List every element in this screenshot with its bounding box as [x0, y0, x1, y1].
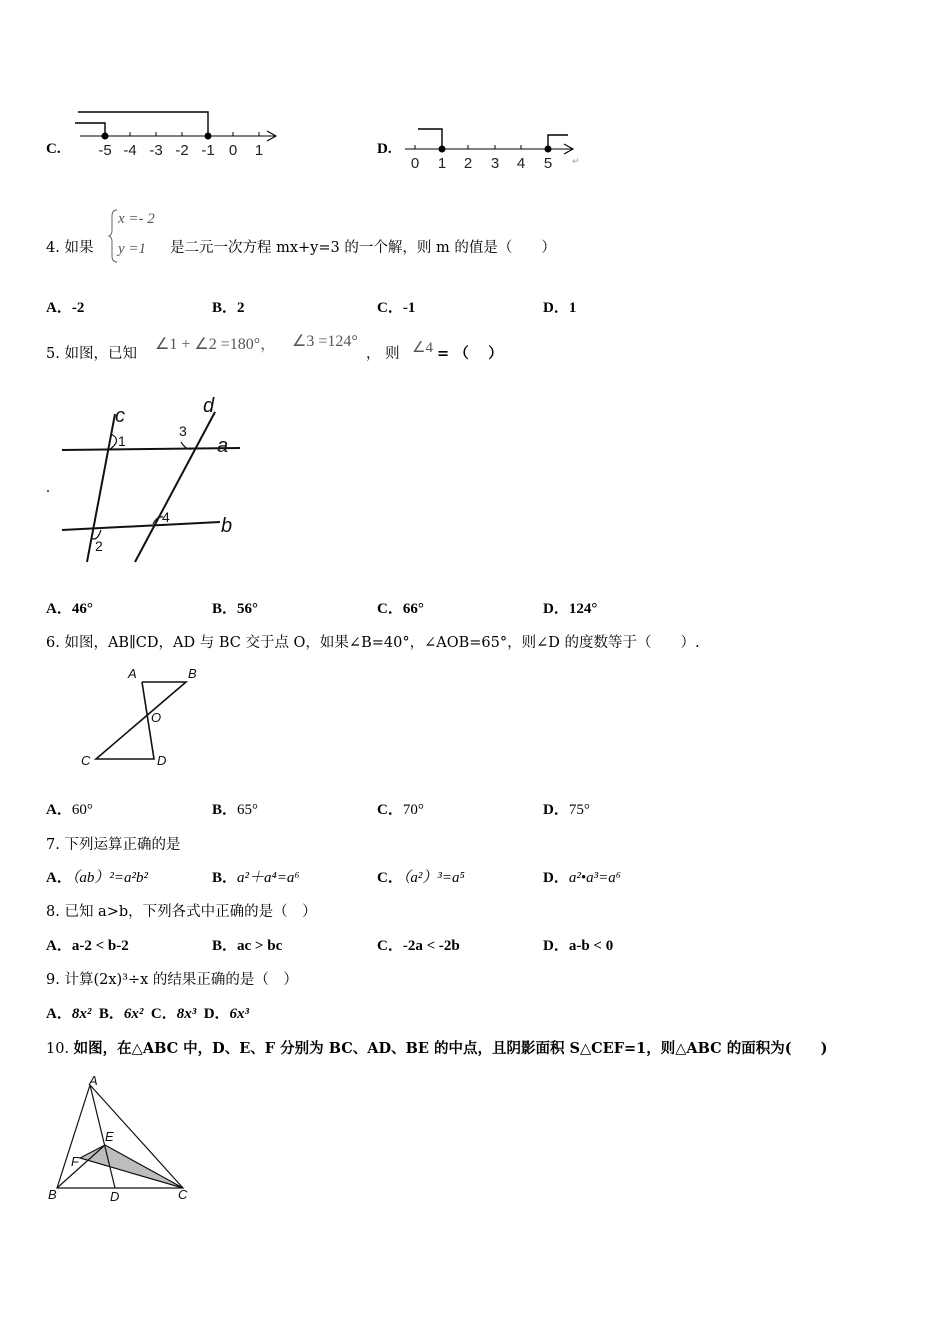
option-text: ac > bc	[237, 938, 283, 954]
q8-option-a[interactable]	[46, 934, 129, 955]
tick-label: -1	[201, 142, 215, 159]
option-label: A．	[46, 1006, 72, 1022]
question-text: 如果	[64, 240, 94, 256]
option-label: C．	[377, 870, 403, 886]
option-label: C．	[377, 938, 403, 954]
tick-label: 5	[543, 155, 553, 172]
label-angle-1: 1	[118, 433, 126, 449]
option-text: -1	[402, 300, 416, 316]
option-text: 56°	[237, 601, 259, 617]
q9-option-c[interactable]	[151, 1006, 196, 1022]
option-text: 1	[568, 300, 577, 316]
option-text: 70°	[402, 802, 424, 818]
option-label: C．	[377, 300, 403, 316]
q3-option-d-number-line	[400, 118, 585, 172]
angle-4-symbol: ∠4	[412, 340, 433, 356]
option-text: 8x²	[71, 1006, 92, 1022]
tick-label: -2	[175, 142, 189, 159]
tick-label: 0	[410, 155, 420, 172]
q6-option-a[interactable]	[46, 798, 93, 819]
tick-label: 3	[490, 155, 500, 172]
q7-option-c[interactable]	[377, 866, 465, 887]
label-C: C	[81, 753, 91, 768]
q5-option-b[interactable]	[212, 597, 258, 618]
endpoint-dot	[205, 133, 212, 140]
label-D: D	[157, 753, 167, 768]
condition-2: ∠3 =124°	[292, 333, 358, 350]
option-label: D．	[543, 938, 569, 954]
tick-label: -5	[98, 142, 112, 159]
option-label: B．	[212, 938, 238, 954]
label-A: A	[89, 1073, 98, 1088]
q9-option-b[interactable]	[99, 1006, 144, 1022]
question-number: 4.	[46, 240, 60, 256]
question-4-suffix: 是二元一次方程 mx+y=3 的一个解，则 m 的值是（ ）	[170, 240, 556, 256]
question-text: 计算(2x)³÷x 的结果正确的是（ ）	[64, 972, 298, 988]
option-label: C．	[377, 601, 403, 617]
tick-label: 1	[437, 155, 447, 172]
option-text: a-b < 0	[568, 938, 614, 954]
label-d: d	[203, 395, 215, 417]
label-angle-4: 4	[162, 509, 170, 525]
label-C: C	[178, 1187, 188, 1202]
option-text: 2	[237, 300, 245, 316]
option-text: 60°	[71, 802, 93, 818]
option-text: a-2 < b-2	[71, 938, 129, 954]
option-label: B．	[98, 1006, 124, 1022]
option-label: A．	[46, 601, 72, 617]
option-text: 65°	[237, 802, 259, 818]
option-text: 8x³	[176, 1006, 197, 1022]
tick-label: 2	[463, 155, 473, 172]
question-number: 7.	[46, 837, 60, 853]
question-6	[46, 631, 700, 652]
label-D: D	[110, 1189, 120, 1204]
q9-options-row	[46, 1002, 249, 1023]
question-number: 9.	[46, 972, 60, 988]
label-angle-2: 2	[95, 538, 103, 554]
option-label: C．	[150, 1006, 177, 1022]
option-text: -2a < -2b	[402, 938, 460, 954]
tick-label: -4	[123, 142, 137, 159]
option-text: 124°	[568, 601, 598, 617]
question-8	[46, 900, 317, 921]
q8-option-b[interactable]	[212, 934, 282, 955]
label-A: A	[128, 666, 137, 681]
option-text: -2	[71, 300, 85, 316]
option-label: D．	[543, 802, 569, 818]
question-number: 6.	[46, 635, 60, 651]
question-number: 8.	[46, 904, 60, 920]
label-c: c	[115, 405, 125, 427]
q8-option-c[interactable]	[377, 934, 460, 955]
option-text: a²＋a⁴=a⁶	[237, 870, 300, 886]
q3-option-c-label: C.	[46, 141, 61, 157]
return-mark-icon: ↵	[572, 156, 580, 166]
q7-option-b[interactable]	[212, 866, 300, 887]
option-label: B．	[212, 300, 238, 316]
q5-option-c[interactable]	[377, 597, 424, 618]
q5-option-d[interactable]	[543, 597, 597, 618]
question-text: 已知 a>b，下列各式中正确的是（ ）	[64, 904, 317, 920]
q9-option-d[interactable]	[204, 1006, 249, 1022]
question-7	[46, 833, 180, 854]
endpoint-dot	[545, 146, 552, 153]
option-label: D．	[543, 601, 569, 617]
option-text: a²•a³=a⁶	[568, 870, 621, 886]
label-E: E	[105, 1129, 114, 1144]
label-F: F	[71, 1154, 79, 1169]
tick-label: 1	[254, 142, 264, 159]
q4-option-a[interactable]	[46, 296, 84, 317]
question-text: 如图，已知	[64, 346, 137, 362]
question-text: 下列运算正确的是	[64, 837, 181, 853]
q3-option-c-number-line	[70, 105, 285, 165]
q10-figure	[45, 1073, 200, 1208]
question-5-suffix: = （ ）	[437, 345, 503, 362]
option-text: 75°	[568, 802, 590, 818]
q6-figure	[78, 664, 208, 774]
question-5	[46, 342, 137, 363]
endpoint-dot	[439, 146, 446, 153]
q4-option-c[interactable]	[377, 296, 415, 317]
q7-option-d[interactable]	[543, 866, 621, 887]
question-10	[46, 1037, 827, 1058]
equation-y: y =1	[118, 241, 147, 257]
option-text: （ab）²=a²b²	[71, 870, 148, 886]
question-4	[46, 236, 93, 257]
option-label: B．	[212, 802, 238, 818]
question-number: 5.	[46, 346, 60, 362]
q7-option-a[interactable]	[46, 866, 148, 887]
option-text: 66°	[402, 601, 424, 617]
question-number: 10.	[46, 1041, 70, 1057]
label-a: a	[217, 435, 229, 457]
option-text: 6x³	[229, 1006, 250, 1022]
tick-label: 4	[516, 155, 526, 172]
system-brace-icon	[108, 208, 118, 264]
q4-option-d[interactable]	[543, 296, 576, 317]
tick-label: 0	[228, 142, 238, 159]
q9-option-a[interactable]	[46, 1006, 91, 1022]
option-label: A．	[46, 870, 72, 886]
option-label: B．	[212, 870, 238, 886]
label-b: b	[221, 515, 233, 537]
q6-option-b[interactable]	[212, 798, 258, 819]
option-text: （a²）³=a⁵	[402, 870, 465, 886]
option-text: 46°	[71, 601, 93, 617]
q8-option-d[interactable]	[543, 934, 613, 955]
q6-option-d[interactable]	[543, 798, 590, 819]
question-text: 如图，在△ABC 中，D、E、F 分别为 BC、AD、BE 的中点，且阴影面积 S△CEF=1，则△ABC 的面积为( )	[73, 1040, 828, 1057]
option-label: A．	[46, 300, 72, 316]
option-label: D．	[543, 300, 569, 316]
option-label: A．	[46, 802, 72, 818]
option-text: 6x²	[123, 1006, 144, 1022]
tick-label: -3	[149, 142, 163, 159]
question-5-mid: ， 则	[366, 346, 400, 362]
label-B: B	[188, 666, 197, 681]
option-label: C．	[377, 802, 403, 818]
q4-option-b[interactable]	[212, 296, 245, 317]
equation-x: x =- 2	[118, 211, 155, 227]
q3-option-d-label: D.	[377, 141, 392, 157]
question-9	[46, 968, 298, 989]
q6-option-c[interactable]	[377, 798, 424, 819]
q5-figure	[45, 392, 255, 567]
option-label: D．	[543, 870, 569, 886]
condition-1: ∠1 + ∠2 =180°，	[155, 336, 277, 353]
option-label: A．	[46, 938, 72, 954]
label-B: B	[48, 1187, 57, 1202]
label-O: O	[151, 710, 162, 725]
option-label: D．	[203, 1006, 230, 1022]
q5-option-a[interactable]	[46, 597, 93, 618]
endpoint-dot	[102, 133, 109, 140]
label-angle-3: 3	[179, 423, 187, 439]
question-text: 如图，AB∥CD，AD 与 BC 交于点 O，如果∠B=40°，∠AOB=65°，则∠D 的度数等于（ ）.	[64, 635, 700, 651]
option-label: B．	[212, 601, 238, 617]
